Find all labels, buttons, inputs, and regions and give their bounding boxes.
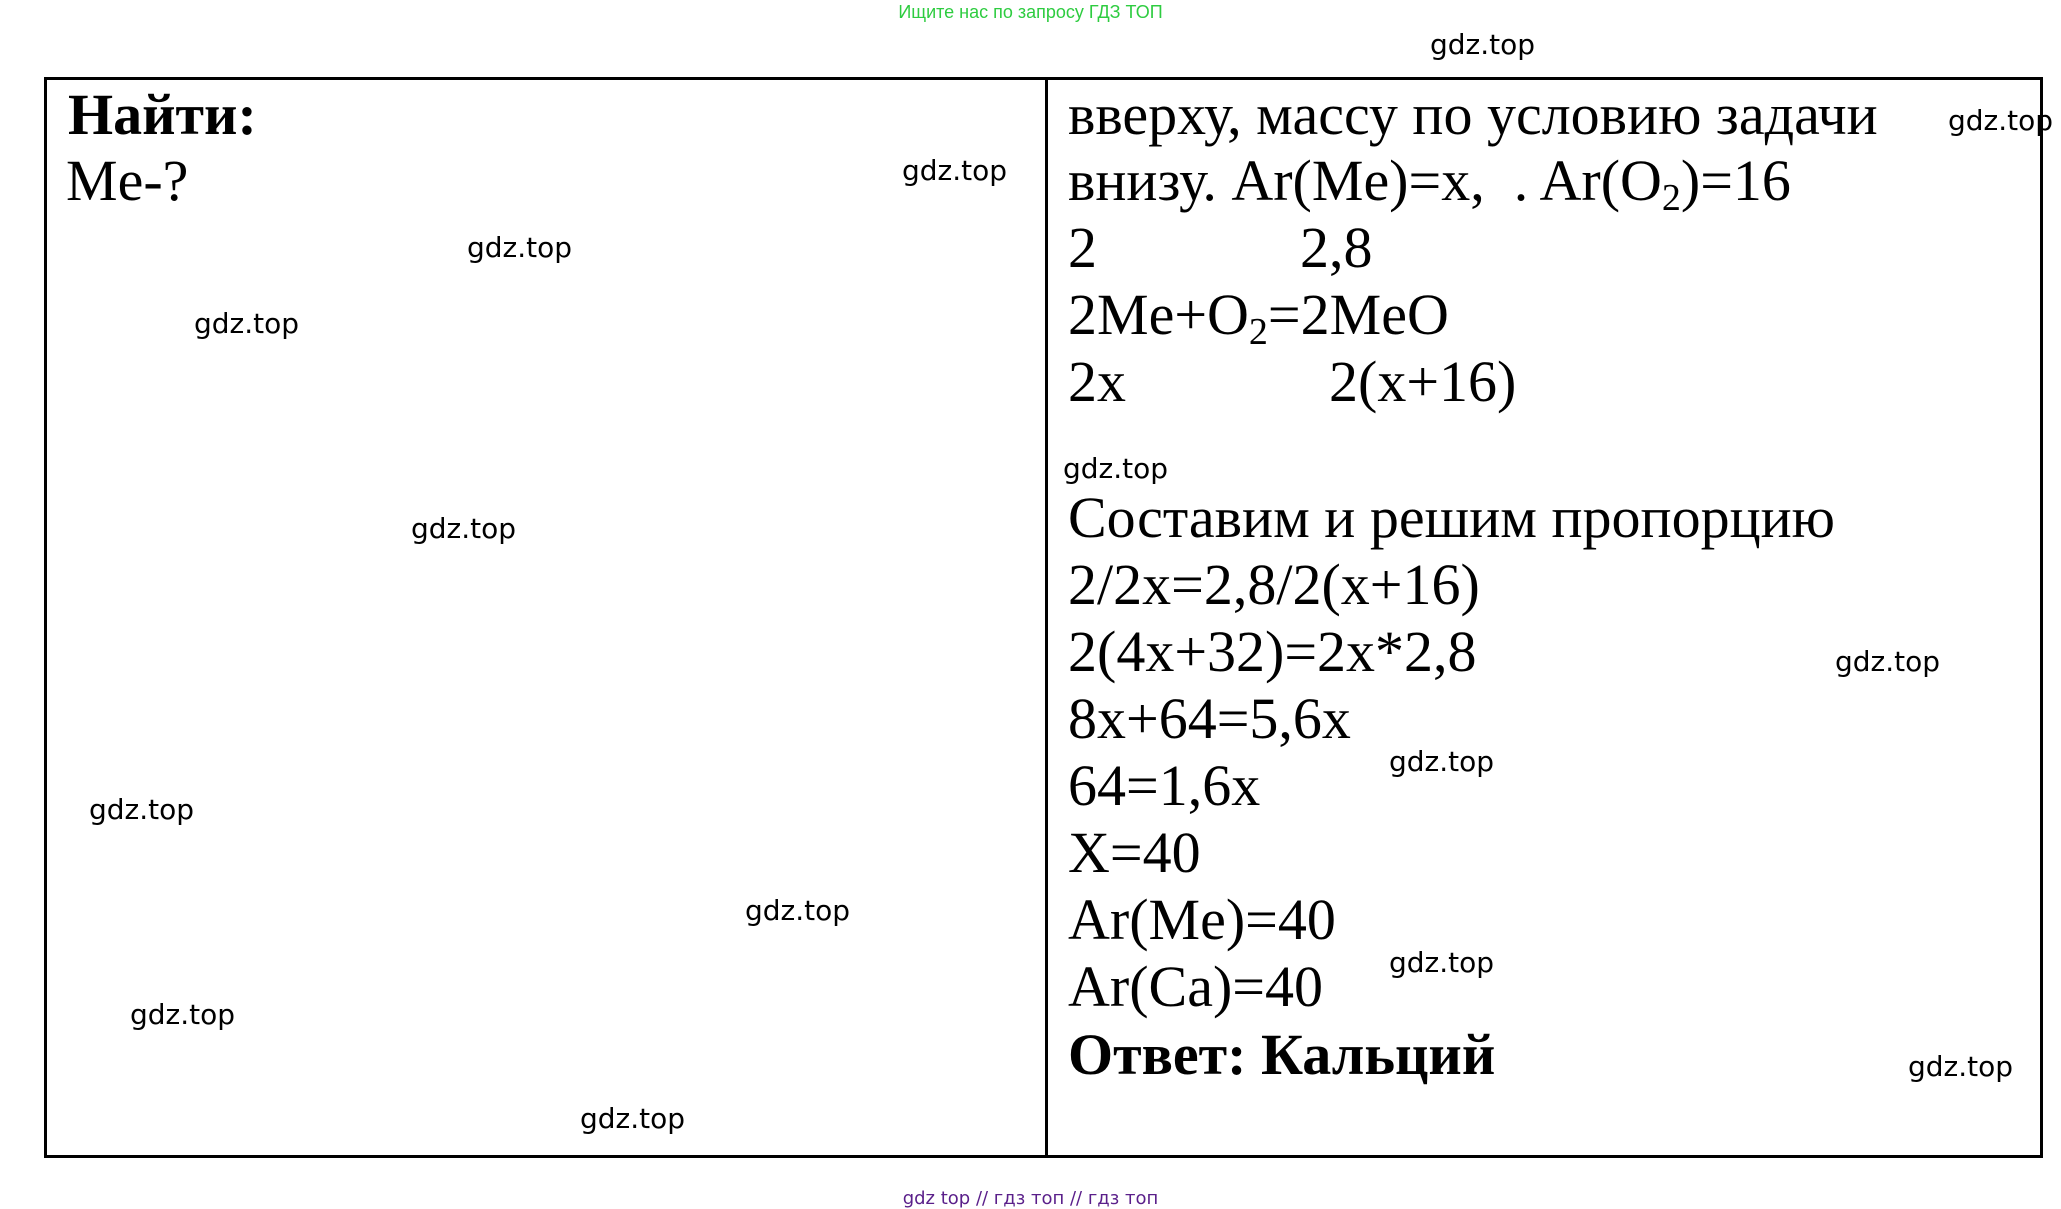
reaction-equation: $2Me+O_2=2MeO$ (1068, 282, 1449, 353)
given-masses: 2 2,8 (1068, 215, 1373, 280)
watermark: gdz.top (902, 154, 1008, 187)
watermark: gdz.top (1389, 946, 1495, 979)
step-2: 2(4x+32)=2x*2,8 (1068, 619, 1477, 684)
watermark: gdz.top (1835, 645, 1941, 678)
condition-line-2: внизу. Ar(Me)=x, . $Ar(O_2)=16$ (1068, 148, 1791, 219)
condition-line-1: вверху, массу по условию задачи (1068, 82, 1878, 147)
watermark: gdz.top (1389, 745, 1495, 778)
watermark: gdz.top (467, 231, 573, 264)
unknown-metal: Me-? (66, 148, 189, 213)
watermark: gdz.top (1430, 28, 1536, 61)
solution-frame (44, 77, 2043, 1158)
top-banner: Ищите нас по запросу ГДЗ ТОП (898, 2, 1163, 22)
molar-masses: 2x 2(x+16) (1068, 349, 1517, 414)
watermark: gdz.top (1063, 452, 1169, 485)
watermark: gdz.top (580, 1102, 686, 1135)
step-3: 8x+64=5,6x (1068, 686, 1351, 751)
watermark: gdz.top (130, 998, 236, 1031)
footer-links: gdz top // гдз топ // гдз топ (902, 1188, 1159, 1209)
step-5: X=40 (1068, 820, 1201, 885)
step-4: 64=1,6x (1068, 753, 1261, 818)
watermark: gdz.top (89, 793, 195, 826)
watermark: gdz.top (411, 512, 517, 545)
watermark: gdz.top (1908, 1050, 2014, 1083)
proportion-title: Составим и решим пропорцию (1068, 485, 1835, 550)
step-1: 2/2x=2,8/2(x+16) (1068, 552, 1480, 617)
column-divider (1045, 77, 1048, 1158)
step-7: Ar(Ca)=40 (1068, 954, 1323, 1019)
watermark: gdz.top (745, 894, 851, 927)
watermark: gdz.top (1948, 104, 2054, 137)
find-heading: Найти: (68, 82, 257, 147)
step-6: Ar(Me)=40 (1068, 887, 1336, 952)
watermark: gdz.top (194, 307, 300, 340)
answer-line: Ответ: Кальций (1068, 1022, 1496, 1087)
